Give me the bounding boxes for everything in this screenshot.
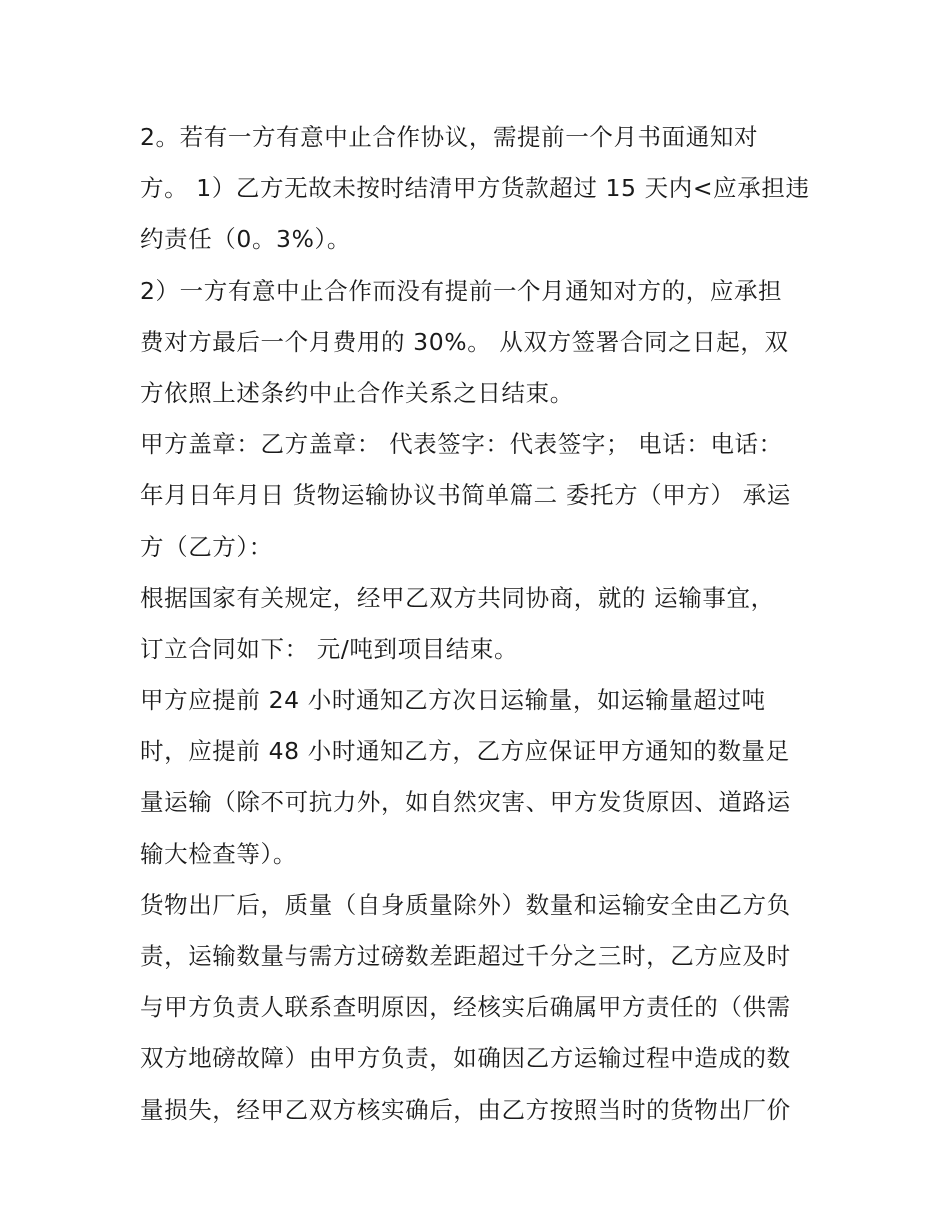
text-line: 方依照上述条约中止合作关系之日结束。 bbox=[140, 378, 574, 407]
text-line: 量运输（除不可抗力外，如自然灾害、甲方发货原因、道路运 bbox=[140, 788, 791, 817]
text-line: 根据国家有关规定，经甲乙双方共同协商，就的 运输事宜， bbox=[140, 583, 775, 612]
text-line: 甲方盖章：乙方盖章： 代表签字：代表签字； 电话：电话： bbox=[140, 430, 783, 459]
text-line: 双方地磅故障）由甲方负责，如确因乙方运输过程中造成的数 bbox=[140, 1044, 791, 1073]
text-line: 责，运输数量与需方过磅数差距超过千分之三时，乙方应及时 bbox=[140, 942, 791, 970]
text-line: 约责任（0。3%）。 bbox=[140, 225, 351, 254]
text-line: 方（乙方）： bbox=[140, 532, 273, 561]
text-line: 甲方应提前 24 小时通知乙方次日运输量，如运输量超过吨 bbox=[140, 686, 766, 715]
text-line: 2）一方有意中止合作而没有提前一个月通知对方的，应承担 bbox=[140, 276, 783, 305]
text-line: 时，应提前 48 小时通知乙方，乙方应保证甲方通知的数量足 bbox=[140, 737, 790, 766]
text-line: 货物出厂后，质量（自身质量除外）数量和运输安全由乙方负 bbox=[140, 890, 791, 919]
text-line: 2。若有一方有意中止合作协议，需提前一个月书面通知对 bbox=[140, 123, 759, 151]
text-line: 方。 1）乙方无故未按时结清甲方货款超过 15 天内<应承担违 bbox=[140, 174, 810, 203]
document-body bbox=[140, 112, 820, 1136]
text-line: 订立合同如下： 元/吨到项目结束。 bbox=[140, 634, 519, 663]
text-line: 年月日年月日 货物运输协议书简单篇二 委托方（甲方） 承运 bbox=[140, 481, 791, 510]
text-line: 费对方最后一个月费用的 30%。 从双方签署合同之日起，双 bbox=[140, 327, 789, 356]
text-line: 与甲方负责人联系查明原因，经核实后确属甲方责任的（供需 bbox=[140, 993, 791, 1022]
text-line: 量损失，经甲乙双方核实确后，由乙方按照当时的货物出厂价 bbox=[140, 1095, 791, 1124]
text-line: 输大检查等）。 bbox=[140, 839, 297, 868]
